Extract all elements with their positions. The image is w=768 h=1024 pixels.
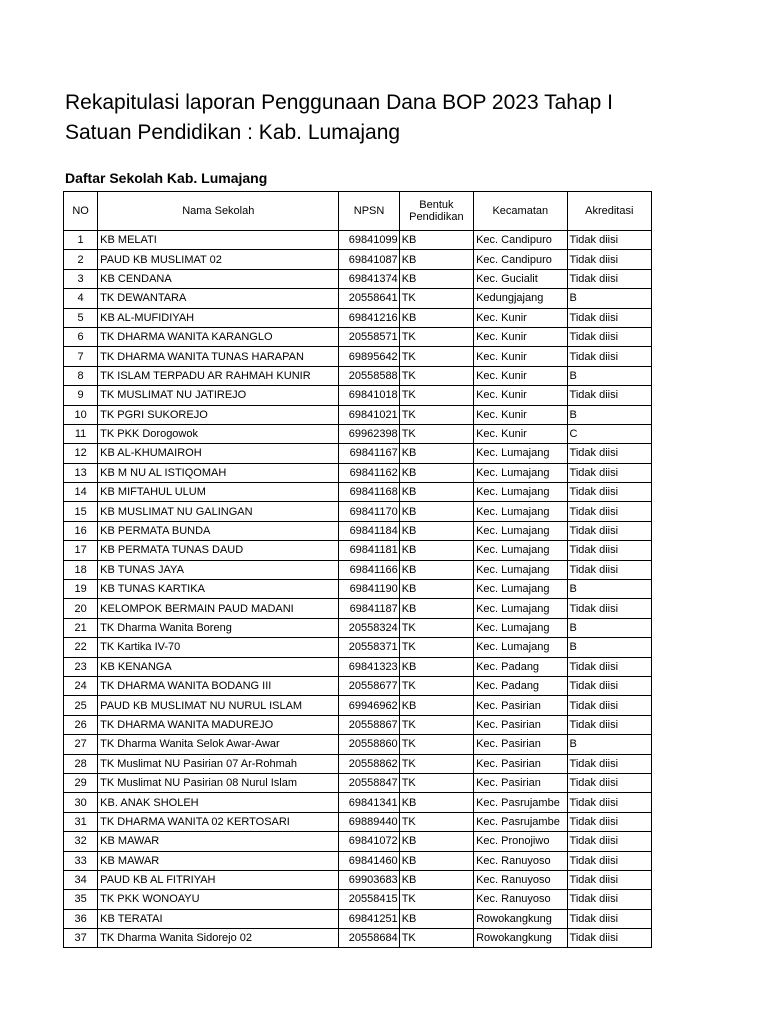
header-nama-sekolah: Nama Sekolah xyxy=(98,192,339,231)
cell-no: 29 xyxy=(64,773,98,792)
table-row xyxy=(64,599,652,618)
table-header-row xyxy=(64,192,652,231)
cell-nama-sekolah: TK DHARMA WANITA BODANG III xyxy=(98,676,339,695)
cell-npsn: 69841374 xyxy=(339,269,399,288)
cell-bentuk: KB xyxy=(399,580,473,599)
cell-bentuk: TK xyxy=(399,327,473,346)
cell-bentuk: KB xyxy=(399,657,473,676)
cell-npsn: 69841099 xyxy=(339,231,399,250)
cell-bentuk: KB xyxy=(399,832,473,851)
table-row xyxy=(64,483,652,502)
table-row xyxy=(64,366,652,385)
table-row xyxy=(64,250,652,269)
cell-nama-sekolah: KB KENANGA xyxy=(98,657,339,676)
table-row xyxy=(64,231,652,250)
cell-bentuk: KB xyxy=(399,231,473,250)
cell-bentuk: TK xyxy=(399,366,473,385)
table-row xyxy=(64,521,652,540)
cell-nama-sekolah: TK Muslimat NU Pasirian 08 Nurul Islam xyxy=(98,773,339,792)
table-row xyxy=(64,773,652,792)
cell-kecamatan: Kec. Padang xyxy=(474,657,567,676)
cell-bentuk: TK xyxy=(399,676,473,695)
cell-npsn: 69841072 xyxy=(339,832,399,851)
cell-kecamatan: Kec. Candipuro xyxy=(474,250,567,269)
cell-bentuk: KB xyxy=(399,851,473,870)
cell-nama-sekolah: PAUD KB MUSLIMAT 02 xyxy=(98,250,339,269)
cell-nama-sekolah: KB AL-KHUMAIROH xyxy=(98,444,339,463)
cell-akreditasi: Tidak diisi xyxy=(567,657,651,676)
cell-nama-sekolah: KB PERMATA TUNAS DAUD xyxy=(98,541,339,560)
cell-bentuk: TK xyxy=(399,424,473,443)
cell-nama-sekolah: TK PGRI SUKOREJO xyxy=(98,405,339,424)
cell-nama-sekolah: KELOMPOK BERMAIN PAUD MADANI xyxy=(98,599,339,618)
cell-no: 30 xyxy=(64,793,98,812)
cell-akreditasi: B xyxy=(567,405,651,424)
cell-no: 10 xyxy=(64,405,98,424)
cell-npsn: 20558862 xyxy=(339,754,399,773)
cell-akreditasi: Tidak diisi xyxy=(567,929,651,948)
cell-bentuk: TK xyxy=(399,405,473,424)
cell-npsn: 69903683 xyxy=(339,870,399,889)
cell-nama-sekolah: TK DHARMA WANITA 02 KERTOSARI xyxy=(98,812,339,831)
cell-akreditasi: C xyxy=(567,424,651,443)
cell-no: 12 xyxy=(64,444,98,463)
cell-nama-sekolah: KB PERMATA BUNDA xyxy=(98,521,339,540)
cell-no: 25 xyxy=(64,696,98,715)
table-row xyxy=(64,909,652,928)
cell-nama-sekolah: KB MELATI xyxy=(98,231,339,250)
cell-npsn: 69841190 xyxy=(339,580,399,599)
cell-bentuk: TK xyxy=(399,735,473,754)
cell-no: 23 xyxy=(64,657,98,676)
cell-nama-sekolah: KB MUSLIMAT NU GALINGAN xyxy=(98,502,339,521)
cell-nama-sekolah: PAUD KB MUSLIMAT NU NURUL ISLAM xyxy=(98,696,339,715)
school-table xyxy=(63,191,652,948)
cell-npsn: 69889440 xyxy=(339,812,399,831)
table-row xyxy=(64,444,652,463)
cell-bentuk: KB xyxy=(399,521,473,540)
cell-nama-sekolah: TK Muslimat NU Pasirian 07 Ar-Rohmah xyxy=(98,754,339,773)
cell-npsn: 69841168 xyxy=(339,483,399,502)
cell-npsn: 69946962 xyxy=(339,696,399,715)
cell-no: 28 xyxy=(64,754,98,773)
cell-no: 24 xyxy=(64,676,98,695)
cell-no: 21 xyxy=(64,618,98,637)
cell-akreditasi: Tidak diisi xyxy=(567,909,651,928)
header-no: NO xyxy=(64,192,98,231)
cell-kecamatan: Kec. Candipuro xyxy=(474,231,567,250)
cell-kecamatan: Kec. Lumajang xyxy=(474,463,567,482)
cell-nama-sekolah: KB. ANAK SHOLEH xyxy=(98,793,339,812)
cell-kecamatan: Kec. Lumajang xyxy=(474,502,567,521)
header-bentuk-pendidikan: Bentuk Pendidikan xyxy=(399,192,473,231)
cell-no: 17 xyxy=(64,541,98,560)
table-row xyxy=(64,715,652,734)
cell-kecamatan: Kec. Pasirian xyxy=(474,754,567,773)
table-row xyxy=(64,580,652,599)
cell-kecamatan: Kec. Kunir xyxy=(474,386,567,405)
cell-bentuk: KB xyxy=(399,696,473,715)
header-akreditasi: Akreditasi xyxy=(567,192,651,231)
cell-kecamatan: Kec. Kunir xyxy=(474,308,567,327)
cell-npsn: 69841460 xyxy=(339,851,399,870)
cell-bentuk: KB xyxy=(399,870,473,889)
cell-no: 6 xyxy=(64,327,98,346)
cell-akreditasi: Tidak diisi xyxy=(567,463,651,482)
cell-kecamatan: Kec. Ranuyoso xyxy=(474,870,567,889)
cell-no: 32 xyxy=(64,832,98,851)
cell-akreditasi: Tidak diisi xyxy=(567,250,651,269)
cell-no: 9 xyxy=(64,386,98,405)
cell-akreditasi: Tidak diisi xyxy=(567,599,651,618)
cell-npsn: 69841167 xyxy=(339,444,399,463)
cell-kecamatan: Kec. Ranuyoso xyxy=(474,890,567,909)
cell-no: 27 xyxy=(64,735,98,754)
cell-kecamatan: Kec. Lumajang xyxy=(474,580,567,599)
cell-kecamatan: Kec. Lumajang xyxy=(474,483,567,502)
cell-npsn: 20558641 xyxy=(339,289,399,308)
table-row xyxy=(64,812,652,831)
table-row xyxy=(64,541,652,560)
table-row xyxy=(64,463,652,482)
cell-no: 14 xyxy=(64,483,98,502)
table-row xyxy=(64,890,652,909)
cell-no: 36 xyxy=(64,909,98,928)
cell-npsn: 69841181 xyxy=(339,541,399,560)
cell-kecamatan: Kec. Gucialit xyxy=(474,269,567,288)
table-row xyxy=(64,269,652,288)
table-row xyxy=(64,754,652,773)
cell-no: 15 xyxy=(64,502,98,521)
cell-bentuk: TK xyxy=(399,638,473,657)
table-row xyxy=(64,676,652,695)
cell-bentuk: KB xyxy=(399,793,473,812)
cell-nama-sekolah: KB CENDANA xyxy=(98,269,339,288)
cell-kecamatan: Kec. Lumajang xyxy=(474,560,567,579)
cell-nama-sekolah: TK DHARMA WANITA TUNAS HARAPAN xyxy=(98,347,339,366)
cell-npsn: 20558684 xyxy=(339,929,399,948)
cell-nama-sekolah: KB TUNAS KARTIKA xyxy=(98,580,339,599)
table-row xyxy=(64,638,652,657)
cell-kecamatan: Kedungjajang xyxy=(474,289,567,308)
cell-kecamatan: Kec. Pasirian xyxy=(474,696,567,715)
table-row xyxy=(64,502,652,521)
table-row xyxy=(64,851,652,870)
report-subtitle-unit: Satuan Pendidikan : Kab. Lumajang xyxy=(65,121,401,144)
cell-nama-sekolah: TK Dharma Wanita Sidorejo 02 xyxy=(98,929,339,948)
cell-akreditasi: Tidak diisi xyxy=(567,347,651,366)
cell-no: 4 xyxy=(64,289,98,308)
cell-kecamatan: Kec. Pasrujambe xyxy=(474,793,567,812)
cell-bentuk: TK xyxy=(399,715,473,734)
table-row xyxy=(64,386,652,405)
cell-nama-sekolah: PAUD KB AL FITRIYAH xyxy=(98,870,339,889)
cell-akreditasi: Tidak diisi xyxy=(567,851,651,870)
cell-akreditasi: Tidak diisi xyxy=(567,890,651,909)
cell-kecamatan: Kec. Kunir xyxy=(474,366,567,385)
cell-nama-sekolah: KB MAWAR xyxy=(98,851,339,870)
cell-akreditasi: Tidak diisi xyxy=(567,676,651,695)
cell-kecamatan: Kec. Pasirian xyxy=(474,735,567,754)
table-body xyxy=(64,231,652,948)
cell-npsn: 69962398 xyxy=(339,424,399,443)
cell-akreditasi: Tidak diisi xyxy=(567,308,651,327)
cell-bentuk: TK xyxy=(399,289,473,308)
cell-npsn: 69841166 xyxy=(339,560,399,579)
table-row xyxy=(64,618,652,637)
cell-no: 7 xyxy=(64,347,98,366)
header-npsn: NPSN xyxy=(339,192,399,231)
cell-npsn: 69841251 xyxy=(339,909,399,928)
cell-nama-sekolah: KB AL-MUFIDIYAH xyxy=(98,308,339,327)
cell-akreditasi: B xyxy=(567,366,651,385)
cell-kecamatan: Kec. Padang xyxy=(474,676,567,695)
cell-no: 26 xyxy=(64,715,98,734)
cell-bentuk: TK xyxy=(399,618,473,637)
cell-nama-sekolah: TK Dharma Wanita Boreng xyxy=(98,618,339,637)
cell-bentuk: KB xyxy=(399,502,473,521)
cell-npsn: 20558867 xyxy=(339,715,399,734)
cell-kecamatan: Kec. Lumajang xyxy=(474,618,567,637)
cell-no: 1 xyxy=(64,231,98,250)
cell-npsn: 20558571 xyxy=(339,327,399,346)
cell-npsn: 20558588 xyxy=(339,366,399,385)
table-row xyxy=(64,327,652,346)
table-row xyxy=(64,308,652,327)
cell-npsn: 20558371 xyxy=(339,638,399,657)
cell-nama-sekolah: KB TERATAI xyxy=(98,909,339,928)
report-title: Rekapitulasi laporan Penggunaan Dana BOP 2023 Tahap I xyxy=(65,91,613,114)
cell-bentuk: KB xyxy=(399,463,473,482)
cell-nama-sekolah: TK PKK WONOAYU xyxy=(98,890,339,909)
cell-bentuk: KB xyxy=(399,909,473,928)
cell-akreditasi: Tidak diisi xyxy=(567,715,651,734)
cell-nama-sekolah: KB MIFTAHUL ULUM xyxy=(98,483,339,502)
cell-nama-sekolah: TK DEWANTARA xyxy=(98,289,339,308)
cell-kecamatan: Kec. Kunir xyxy=(474,424,567,443)
table-row xyxy=(64,929,652,948)
cell-nama-sekolah: KB TUNAS JAYA xyxy=(98,560,339,579)
cell-npsn: 69841021 xyxy=(339,405,399,424)
cell-bentuk: KB xyxy=(399,250,473,269)
cell-bentuk: KB xyxy=(399,308,473,327)
cell-akreditasi: B xyxy=(567,638,651,657)
cell-bentuk: KB xyxy=(399,541,473,560)
cell-npsn: 69841187 xyxy=(339,599,399,618)
cell-kecamatan: Kec. Pasirian xyxy=(474,715,567,734)
cell-bentuk: KB xyxy=(399,269,473,288)
cell-akreditasi: Tidak diisi xyxy=(567,521,651,540)
cell-akreditasi: Tidak diisi xyxy=(567,502,651,521)
cell-kecamatan: Kec. Lumajang xyxy=(474,638,567,657)
cell-bentuk: KB xyxy=(399,483,473,502)
cell-no: 11 xyxy=(64,424,98,443)
cell-no: 22 xyxy=(64,638,98,657)
cell-bentuk: TK xyxy=(399,754,473,773)
cell-npsn: 20558677 xyxy=(339,676,399,695)
cell-npsn: 69841018 xyxy=(339,386,399,405)
cell-bentuk: KB xyxy=(399,560,473,579)
cell-akreditasi: B xyxy=(567,580,651,599)
cell-no: 5 xyxy=(64,308,98,327)
cell-akreditasi: Tidak diisi xyxy=(567,483,651,502)
cell-npsn: 20558324 xyxy=(339,618,399,637)
cell-npsn: 69841087 xyxy=(339,250,399,269)
cell-no: 37 xyxy=(64,929,98,948)
cell-bentuk: KB xyxy=(399,599,473,618)
cell-nama-sekolah: TK DHARMA WANITA MADUREJO xyxy=(98,715,339,734)
cell-npsn: 69841170 xyxy=(339,502,399,521)
cell-akreditasi: Tidak diisi xyxy=(567,870,651,889)
cell-bentuk: KB xyxy=(399,444,473,463)
cell-kecamatan: Rowokangkung xyxy=(474,909,567,928)
cell-no: 3 xyxy=(64,269,98,288)
cell-kecamatan: Kec. Lumajang xyxy=(474,521,567,540)
cell-no: 16 xyxy=(64,521,98,540)
cell-kecamatan: Kec. Lumajang xyxy=(474,541,567,560)
table-row xyxy=(64,793,652,812)
cell-nama-sekolah: KB M NU AL ISTIQOMAH xyxy=(98,463,339,482)
cell-nama-sekolah: KB MAWAR xyxy=(98,832,339,851)
cell-npsn: 69841162 xyxy=(339,463,399,482)
cell-npsn: 20558415 xyxy=(339,890,399,909)
cell-kecamatan: Kec. Lumajang xyxy=(474,599,567,618)
table-row xyxy=(64,424,652,443)
table-row xyxy=(64,735,652,754)
cell-akreditasi: B xyxy=(567,618,651,637)
cell-kecamatan: Kec. Kunir xyxy=(474,405,567,424)
cell-akreditasi: Tidak diisi xyxy=(567,696,651,715)
table-row xyxy=(64,832,652,851)
cell-nama-sekolah: TK Dharma Wanita Selok Awar-Awar xyxy=(98,735,339,754)
cell-bentuk: TK xyxy=(399,347,473,366)
cell-akreditasi: Tidak diisi xyxy=(567,269,651,288)
cell-npsn: 69841341 xyxy=(339,793,399,812)
cell-npsn: 69841216 xyxy=(339,308,399,327)
cell-akreditasi: Tidak diisi xyxy=(567,832,651,851)
cell-bentuk: TK xyxy=(399,890,473,909)
cell-kecamatan: Kec. Kunir xyxy=(474,347,567,366)
table-row xyxy=(64,657,652,676)
table-row xyxy=(64,289,652,308)
cell-nama-sekolah: TK ISLAM TERPADU AR RAHMAH KUNIR xyxy=(98,366,339,385)
cell-kecamatan: Kec. Ranuyoso xyxy=(474,851,567,870)
cell-npsn: 69895642 xyxy=(339,347,399,366)
cell-akreditasi: Tidak diisi xyxy=(567,812,651,831)
cell-akreditasi: Tidak diisi xyxy=(567,793,651,812)
cell-akreditasi: B xyxy=(567,735,651,754)
cell-bentuk: TK xyxy=(399,386,473,405)
cell-akreditasi: Tidak diisi xyxy=(567,541,651,560)
cell-nama-sekolah: TK DHARMA WANITA KARANGLO xyxy=(98,327,339,346)
cell-nama-sekolah: TK Kartika IV-70 xyxy=(98,638,339,657)
cell-akreditasi: Tidak diisi xyxy=(567,560,651,579)
cell-nama-sekolah: TK PKK Dorogowok xyxy=(98,424,339,443)
table-row xyxy=(64,347,652,366)
cell-npsn: 20558847 xyxy=(339,773,399,792)
cell-kecamatan: Kec. Pasirian xyxy=(474,773,567,792)
cell-akreditasi: Tidak diisi xyxy=(567,773,651,792)
header-kecamatan: Kecamatan xyxy=(474,192,567,231)
cell-no: 20 xyxy=(64,599,98,618)
cell-no: 18 xyxy=(64,560,98,579)
cell-nama-sekolah: TK MUSLIMAT NU JATIREJO xyxy=(98,386,339,405)
cell-bentuk: TK xyxy=(399,773,473,792)
cell-npsn: 69841184 xyxy=(339,521,399,540)
cell-npsn: 20558860 xyxy=(339,735,399,754)
cell-kecamatan: Kec. Pronojiwo xyxy=(474,832,567,851)
cell-no: 34 xyxy=(64,870,98,889)
table-row xyxy=(64,696,652,715)
table-row xyxy=(64,870,652,889)
cell-kecamatan: Kec. Lumajang xyxy=(474,444,567,463)
cell-akreditasi: Tidak diisi xyxy=(567,327,651,346)
cell-akreditasi: B xyxy=(567,289,651,308)
cell-kecamatan: Kec. Kunir xyxy=(474,327,567,346)
cell-no: 33 xyxy=(64,851,98,870)
cell-akreditasi: Tidak diisi xyxy=(567,231,651,250)
cell-no: 8 xyxy=(64,366,98,385)
section-heading: Daftar Sekolah Kab. Lumajang xyxy=(65,170,268,186)
cell-akreditasi: Tidak diisi xyxy=(567,386,651,405)
cell-bentuk: TK xyxy=(399,929,473,948)
cell-akreditasi: Tidak diisi xyxy=(567,444,651,463)
table-row xyxy=(64,405,652,424)
cell-no: 19 xyxy=(64,580,98,599)
cell-no: 2 xyxy=(64,250,98,269)
cell-npsn: 69841323 xyxy=(339,657,399,676)
cell-bentuk: TK xyxy=(399,812,473,831)
cell-akreditasi: Tidak diisi xyxy=(567,754,651,773)
cell-kecamatan: Kec. Pasrujambe xyxy=(474,812,567,831)
cell-kecamatan: Rowokangkung xyxy=(474,929,567,948)
cell-no: 35 xyxy=(64,890,98,909)
table-row xyxy=(64,560,652,579)
cell-no: 31 xyxy=(64,812,98,831)
cell-no: 13 xyxy=(64,463,98,482)
